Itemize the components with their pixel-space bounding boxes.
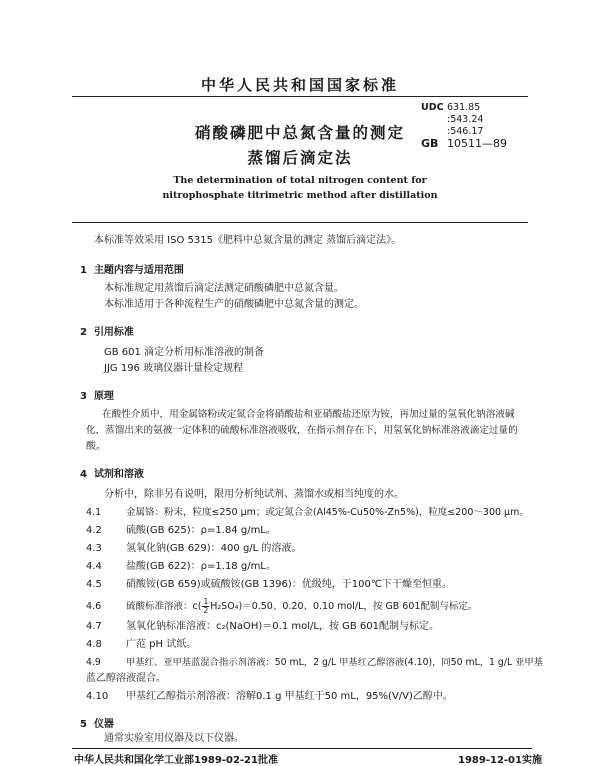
section-2-heading	[80, 323, 134, 338]
fraction: $\frac{1}{2}$	[203, 597, 209, 615]
footer-approval: 中华人民共和国化学工业部1989-02-21批准	[74, 755, 278, 766]
udc-code-3: :546.17	[447, 126, 484, 137]
section-4-intro: 分析中，除非另有说明，限用分析纯试剂、蒸馏水或相当纯度的水。	[104, 489, 404, 500]
section-title: 原理	[93, 391, 114, 402]
section-3-line-3: 酸。	[86, 441, 106, 452]
list-item-4-1: 4.1 金属铬：粉末，粒度≤250 μm；或定氮合金(Al45%-Cu50%-Zn5%)，粒度≤200～300 μm。	[86, 507, 529, 518]
footer-rule	[72, 748, 532, 749]
section-title: 主题内容与适用范围	[93, 265, 184, 276]
list-item-4-8: 4.8 广范 pH 试纸。	[86, 639, 197, 650]
standard-category-title: 中华人民共和国国家标准	[200, 76, 399, 94]
section-title: 仪器	[93, 719, 114, 730]
list-item-4-7: 4.7 氢氧化钠标准溶液：c₂(NaOH)＝0.1 mol/L，按 GB 601配制与标定。	[86, 621, 440, 632]
title-rule	[72, 222, 528, 223]
section-number: 2	[80, 327, 87, 338]
udc-code-1: 631.85	[447, 102, 481, 113]
section-1-para-2: 本标准适用于各种流程生产的硝酸磷肥中总氮含量的测定。	[104, 299, 364, 310]
section-3-heading	[80, 387, 114, 402]
udc-code-2: :543.24	[447, 114, 484, 125]
section-4-heading	[80, 465, 144, 480]
list-item-4-10: 4.10 甲基红乙醇指示剂溶液：溶解0.1 g 甲基红于50 mL，95%(V/V)乙醇中。	[86, 691, 453, 702]
document-title-line2: 蒸馏后滴定法	[247, 149, 353, 167]
reference-gb601: GB 601 滴定分析用标准溶液的制备	[104, 347, 265, 358]
english-title-line1: The determination of total nitrogen content for	[173, 175, 427, 186]
gb-label: GB	[421, 137, 439, 150]
section-5-para: 通常实验室用仪器及以下仪器。	[104, 733, 244, 744]
list-item-4-4: 4.4 盐酸(GB 622)：ρ=1.18 g/mL。	[86, 561, 276, 572]
section-1-heading	[80, 261, 184, 276]
list-item-4-2: 4.2 硫酸(GB 625)：ρ=1.84 g/mL。	[86, 525, 276, 536]
section-number: 5	[80, 719, 87, 730]
list-item-4-6: 4.6 硫酸标准溶液：c( $\frac{1}{2}$ H₂SO₄)＝0.50、0.20、0.10 mol/L，按 GB 601配制与标定。	[86, 597, 478, 615]
section-number: 3	[80, 391, 87, 402]
list-item-4-9-cont: 蓝乙醇溶液混合。	[86, 673, 166, 684]
section-3-line-1: 在酸性介质中，用金属铬粉或定氮合金将硝酸盐和亚硝酸盐还原为铵，再加过量的氢氧化钠溶液碱	[102, 409, 515, 420]
document-title-line1: 硝酸磷肥中总氮含量的测定	[194, 124, 405, 142]
header-rule	[72, 96, 528, 97]
section-number: 1	[80, 265, 87, 276]
section-5-heading	[80, 715, 114, 730]
list-item-4-5: 4.5 硝酸铵(GB 659)或硫酸铵(GB 1396)：优级纯，于100℃下干燥至恒重。	[86, 579, 453, 590]
gb-code: 10511—89	[447, 137, 507, 150]
section-title: 试剂和溶液	[93, 469, 144, 480]
list-item-4-3: 4.3 氢氧化钠(GB 629)：400 g/L 的溶液。	[86, 543, 302, 554]
intro-paragraph: 本标准等效采用 ISO 5315《肥料中总氮含量的测定 蒸馏后滴定法》。	[94, 235, 402, 246]
reference-jjg196: JJG 196 玻璃仪器计量检定规程	[104, 363, 244, 374]
section-1-para-1: 本标准规定用蒸馏后滴定法测定硝酸磷肥中总氮含量。	[104, 283, 344, 294]
footer-implementation-date: 1989-12-01实施	[458, 755, 542, 766]
english-title-line2: nitrophosphate titrimetric method after distillation	[162, 190, 438, 201]
section-number: 4	[80, 469, 87, 480]
section-3-line-2: 化，蒸馏出来的氨被一定体积的硫酸标准溶液吸收，在指示剂存在下，用氢氧化钠标准溶液滴定过量的	[86, 425, 518, 436]
udc-label: UDC	[421, 102, 444, 113]
list-item-4-9: 4.9 甲基红、亚甲基蓝混合指示剂溶液：50 mL，2 g/L 甲基红乙醇溶液(4.10)，同50 mL，1 g/L 亚甲基	[86, 657, 543, 668]
section-title: 引用标准	[93, 327, 134, 338]
